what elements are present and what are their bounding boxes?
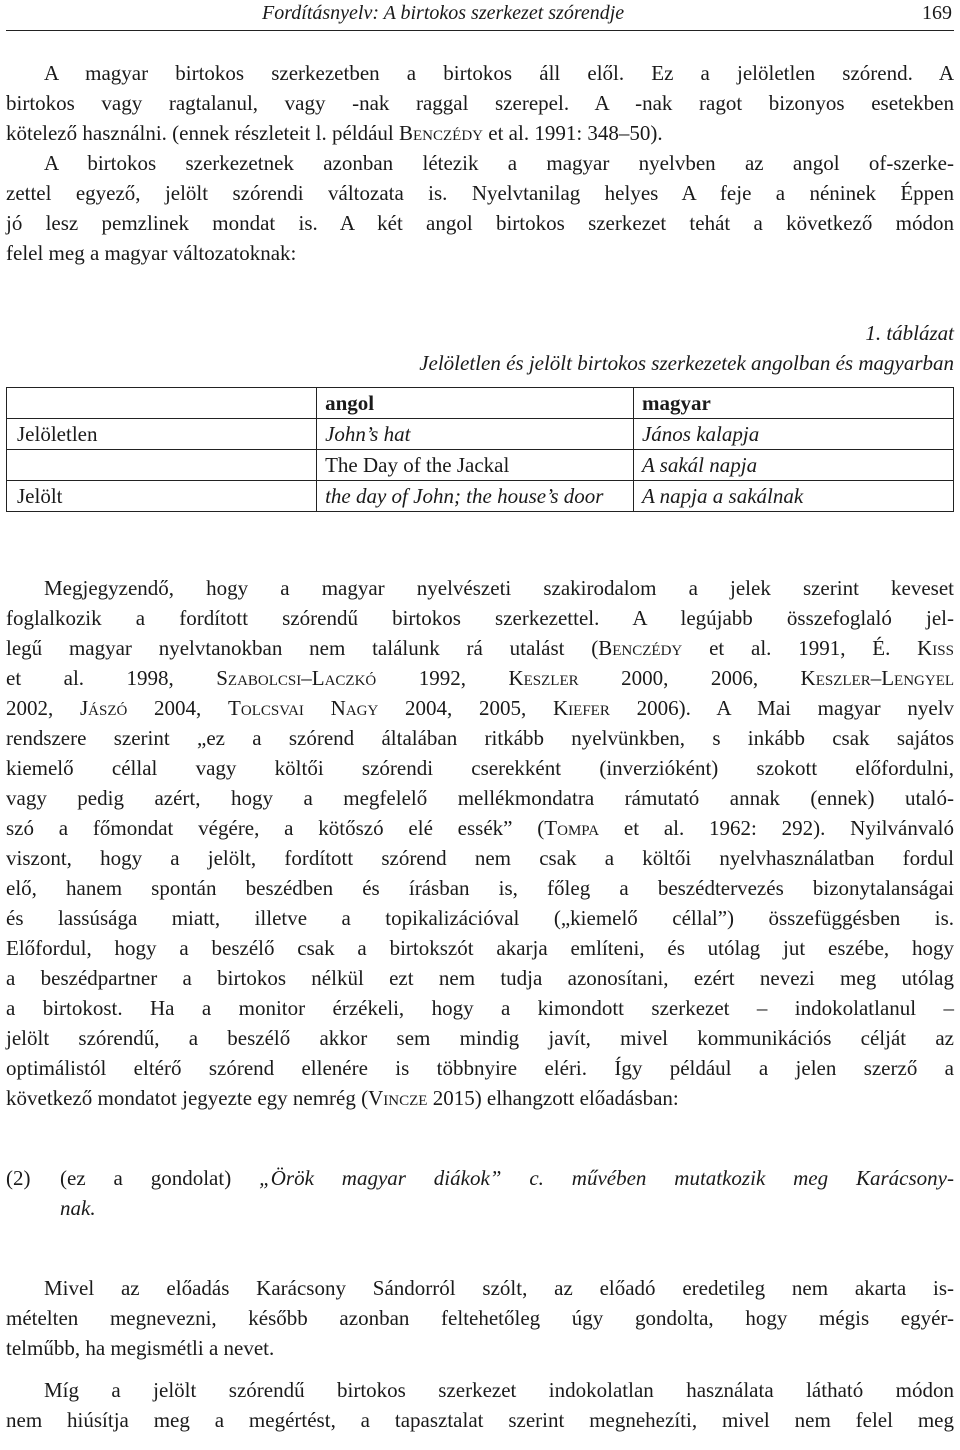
table-header-cell: angol xyxy=(317,388,634,419)
text-line: kiemelő céllal vagy költői szórendi cserekként (inverzióként) szokott előfordulni, xyxy=(6,756,954,780)
table-row xyxy=(7,450,954,481)
table-number: 1. táblázat xyxy=(865,321,954,345)
text-line: A magyar birtokos szerkezetben a birtokos áll elől. Ez a jelöletlen szórend. A xyxy=(44,61,954,85)
text-line: következő mondatot jegyezte egy nemrég (Vincze 2015) elhangzott előadásban: xyxy=(6,1086,679,1110)
example-number: (2) xyxy=(6,1166,31,1190)
text-line: vagy pedig azért, hogy a megfelelő mellékmondatra rámutató annak (ennek) utaló- xyxy=(6,786,954,810)
text-line: viszont, hogy a jelölt, fordított szórend nem csak a költői nyelvhasználatban fordul xyxy=(6,846,954,870)
text-line: szó a főmondat végére, a kötőszó elé essék” (Tompa et al. 1962: 292). Nyilvánvaló xyxy=(6,816,954,840)
text-line: a beszédpartner a birtokos nélkül ezt nem tudja azonosítani, ezért nevezi meg utólag xyxy=(6,966,954,990)
running-title: Fordításnyelv: A birtokos szerkezet szórendje xyxy=(262,2,625,24)
hungarian-cell: A sakál napja xyxy=(633,450,953,481)
text-line: felel meg a magyar változatoknak: xyxy=(6,241,297,265)
hungarian-cell: János kalapja xyxy=(633,419,953,450)
table-row xyxy=(7,419,954,450)
text-line: optimálistól eltérő szórend ellenére is többnyire eléri. Így például a jelen szerző a xyxy=(6,1056,954,1080)
example-line: nak. xyxy=(60,1196,96,1220)
text-line: foglalkozik a fordított szórendű birtokos szerkezettel. A legújabb összefoglaló jel- xyxy=(6,606,954,630)
text-line: Előfordul, hogy a beszélő csak a birtokszót akarja említeni, és utólag jut eszébe, hogy xyxy=(6,936,954,960)
text-line: mételten megnevezni, később azonban feltehetőleg úgy gondolta, hogy mégis egyér- xyxy=(6,1306,954,1330)
table-header-row xyxy=(7,388,954,419)
possessive-table xyxy=(6,387,954,512)
text-line: jelölt szórendű, a beszélő akkor sem mindig javít, mivel kommunikációs célját az xyxy=(6,1026,954,1050)
text-line: Megjegyzendő, hogy a magyar nyelvészeti szakirodalom a jelek szerint keveset xyxy=(44,576,954,600)
text-line: zettel egyező, jelölt szórendi változata is. Nyelvtanilag helyes A feje a néninek Éppen xyxy=(6,181,954,205)
text-line: A birtokos szerkezetnek azonban létezik a magyar nyelvben az angol of-szerke- xyxy=(44,151,954,175)
page-number: 169 xyxy=(922,2,952,24)
table-title: Jelöletlen és jelölt birtokos szerkezetek angolban és magyarban xyxy=(419,351,954,375)
hungarian-cell: A napja a sakálnak xyxy=(633,481,953,512)
table-header-cell xyxy=(7,388,317,419)
text-line: telműbb, ha megismétli a nevet. xyxy=(6,1336,275,1360)
author-name: Benczédy xyxy=(399,121,484,145)
text-line: nem hiúsítja meg a megértést, a tapasztalat szerint megnehezíti, mivel nem felel meg xyxy=(6,1408,954,1432)
english-cell: the day of John; the house’s door xyxy=(317,481,634,512)
table-header-cell: magyar xyxy=(633,388,953,419)
text-line: rendszere szerint „ez a szórend általában ritkább nyelvünkben, s inkább csak sajátos xyxy=(6,726,954,750)
text-line: 2002, Jászó 2004, Tolcsvai Nagy 2004, 2005, Kiefer 2006). A Mai magyar nyelv xyxy=(6,696,955,720)
text-line: elő, hanem spontán beszédben és írásban is, főleg a beszédtervezés bizonytalanságai xyxy=(6,876,954,900)
text-line: Mivel az előadás Karácsony Sándorról szólt, az előadó eredetileg nem akarta is- xyxy=(44,1276,954,1300)
english-cell: The Day of the Jackal xyxy=(317,450,634,481)
english-cell: John’s hat xyxy=(317,419,634,450)
table-row xyxy=(7,481,954,512)
text-line: jó lesz pemzlinek mondat is. A két angol birtokos szerkezet tehát a következő módon xyxy=(6,211,954,235)
row-label: Jelölt xyxy=(7,481,317,512)
text-line: et al. 1998, Szabolcsi–Laczkó 1992, Keszler 2000, 2006, Keszler–Lengyel xyxy=(6,666,955,690)
text-line: legű magyar nyelvtanokban nem találunk rá utalást (Benczédy et al. 1991, É. Kiss xyxy=(6,636,954,660)
text-line: Míg a jelölt szórendű birtokos szerkezet indokolatlan használata látható módon xyxy=(44,1378,954,1402)
text-line: kötelező használni. (ennek részleteit l. például Benczédy et al. 1991: 348–50). xyxy=(6,121,663,145)
text-line: és lassúsága miatt, illetve a topikalizációval („kiemelő céllal”) összefüggésben is. xyxy=(6,906,954,930)
text-line: birtokos vagy ragtalanul, vagy -nak raggal szerepel. A -nak ragot bizonyos esetekben xyxy=(6,91,954,115)
row-label: Jelöletlen xyxy=(7,419,317,450)
text-line: a birtokost. Ha a monitor érzékeli, hogy a kimondott szerkezet – indokolatlanul – xyxy=(6,996,954,1020)
row-label xyxy=(7,450,317,481)
example-line: (ez a gondolat) „Örök magyar diákok” c. művében mutatkozik meg Karácsony- xyxy=(60,1166,954,1190)
running-header xyxy=(6,0,954,31)
